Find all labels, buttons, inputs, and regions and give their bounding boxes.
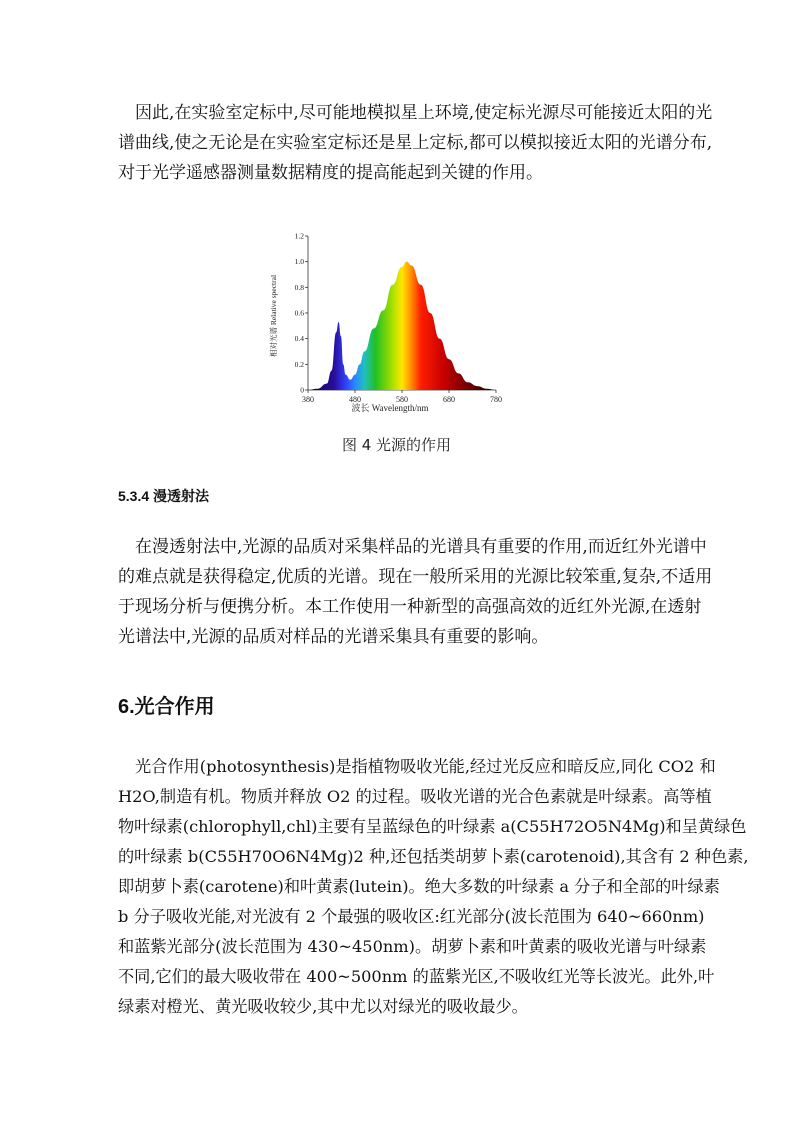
x-axis-label: 波长 Wavelength/nm xyxy=(351,403,429,413)
section-heading-5-3-4: 5.3.4 漫透射法 xyxy=(118,488,210,504)
paragraph-line: 在漫透射法中,光源的品质对采集样品的光谱具有重要的作用,而近红外光谱中 xyxy=(135,537,707,557)
intro-paragraph xyxy=(118,98,713,188)
y-tick-label: 0 xyxy=(300,385,304,395)
y-tick-label: 1.2 xyxy=(294,231,304,241)
paragraph-line: b 分子吸收光能,对光波有 2 个最强的吸收区:红光部分(波长范围为 640~660nm) xyxy=(118,907,705,926)
y-tick-label: 0.6 xyxy=(294,308,304,318)
spectrum-area xyxy=(308,262,496,390)
x-tick-label: 480 xyxy=(349,395,361,404)
y-tick-label: 0.8 xyxy=(294,282,304,292)
section-heading-6: 6.光合作用 xyxy=(118,696,215,718)
paragraph-line: 的叶绿素 b(C55H70O6N4Mg)2 种,还包括类胡萝卜素(carotenoid),其含有 2 种色素, xyxy=(118,847,749,866)
intro-line: 对于光学遥感器测量数据精度的提高能起到关键的作用。 xyxy=(118,163,543,183)
section-6-paragraph xyxy=(118,752,749,1022)
x-tick-label: 380 xyxy=(302,395,314,404)
paragraph-line: 光谱法中,光源的品质对样品的光谱采集具有重要的影响。 xyxy=(118,627,549,647)
x-tick-label: 680 xyxy=(443,395,455,404)
paragraph-line: 光合作用(photosynthesis)是指植物吸收光能,经过光反应和暗反应,同化 CO2 和 xyxy=(135,757,716,776)
y-tick-label: 0.2 xyxy=(294,359,304,369)
paragraph-line: H2O,制造有机。物质并释放 O2 的过程。吸收光谱的光合色素就是叶绿素。高等植 xyxy=(118,787,712,806)
y-tick-label: 1.0 xyxy=(294,257,304,267)
spectrum-figure xyxy=(268,228,508,418)
x-tick-label: 780 xyxy=(490,395,502,404)
section-534-paragraph xyxy=(118,532,713,652)
paragraph-line: 物叶绿素(chlorophyll,chl)主要有呈蓝绿色的叶绿素 a(C55H72O5N4Mg)和呈黄绿色 xyxy=(118,817,747,836)
y-axis-label: 相对光谱 Relative spectral xyxy=(269,274,278,358)
paragraph-line: 即胡萝卜素(carotene)和叶黄素(lutein)。绝大多数的叶绿素 a 分子和全部的叶绿素 xyxy=(118,877,720,896)
figure-caption: 图 4 光源的作用 xyxy=(341,436,452,454)
paragraph-line: 不同,它们的最大吸收带在 400~500nm 的蓝紫光区,不吸收红光等长波光。此外,叶 xyxy=(118,967,715,986)
paragraph-line: 于现场分析与便携分析。本工作使用一种新型的高强高效的近红外光源,在透射 xyxy=(118,597,702,617)
paragraph-line: 绿素对橙光、黄光吸收较少,其中尤以对绿光的吸收最少。 xyxy=(118,997,528,1016)
y-tick-label: 0.4 xyxy=(294,334,304,344)
x-tick-label: 580 xyxy=(396,395,408,404)
paragraph-line: 和蓝紫光部分(波长范围为 430~450nm)。胡萝卜素和叶黄素的吸收光谱与叶绿素 xyxy=(118,937,707,956)
paragraph-line: 的难点就是获得稳定,优质的光谱。现在一般所采用的光源比较笨重,复杂,不适用 xyxy=(118,567,713,587)
intro-line: 因此,在实验室定标中,尽可能地模拟星上环境,使定标光源尽可能接近太阳的光 xyxy=(135,103,713,123)
intro-line: 谱曲线,使之无论是在实验室定标还是星上定标,都可以模拟接近太阳的光谱分布, xyxy=(118,133,713,153)
spectrum-chart xyxy=(268,228,508,418)
